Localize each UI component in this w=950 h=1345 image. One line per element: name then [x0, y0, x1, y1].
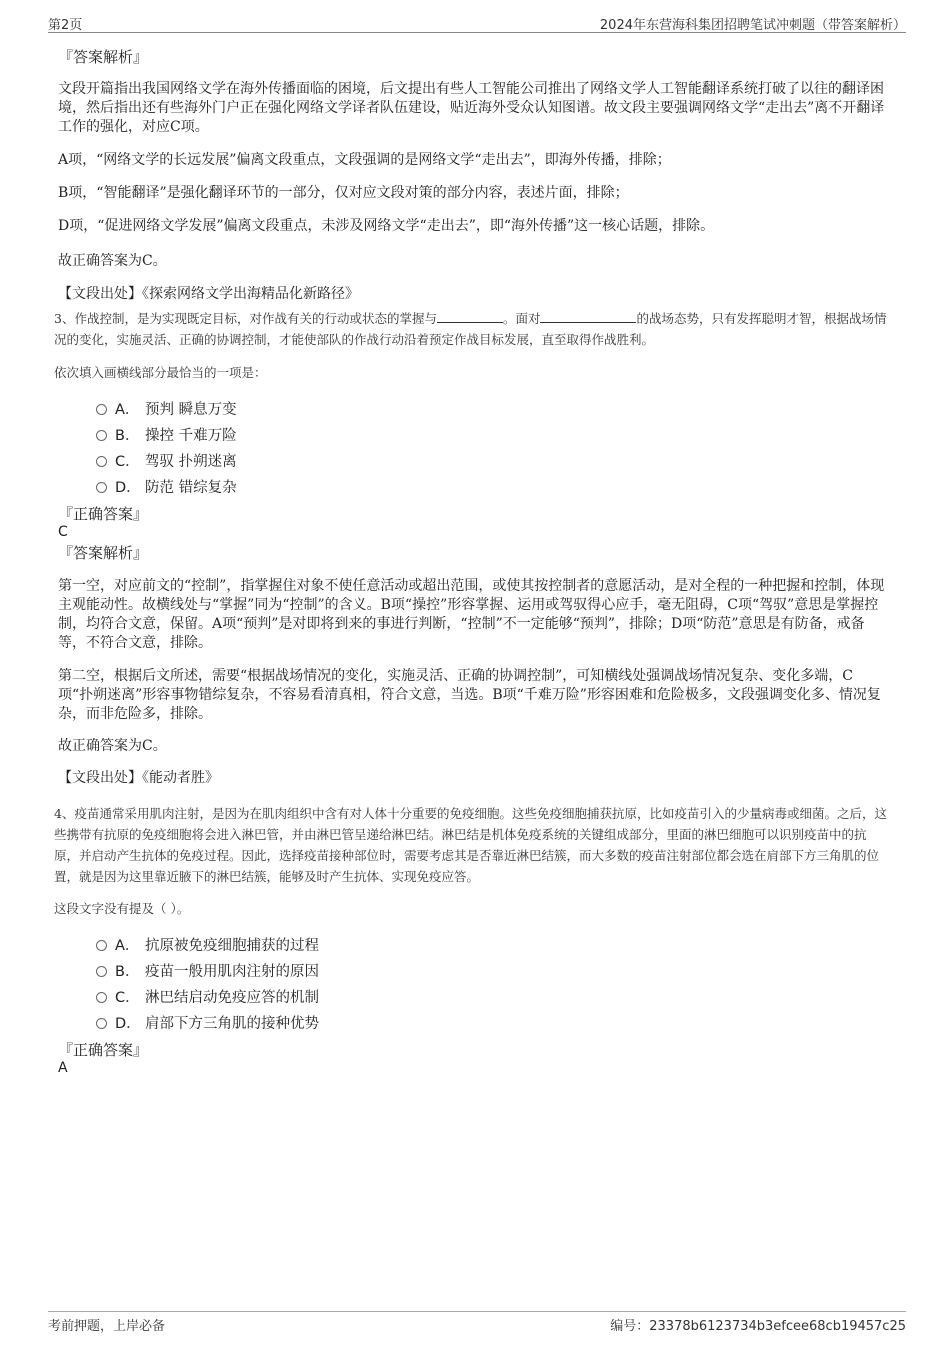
analysis-tag: 『答案解析』	[58, 544, 149, 562]
radio-icon[interactable]	[96, 482, 107, 493]
page-header	[48, 12, 906, 33]
option-d[interactable]: D． 肩部下方三角肌的接种优势	[96, 1012, 319, 1034]
radio-icon[interactable]	[96, 430, 107, 441]
conclusion: 故正确答案为C。	[58, 253, 167, 269]
answer-tag: 『正确答案』	[58, 1041, 149, 1059]
option-a[interactable]: A． 抗原被免疫细胞捕获的过程	[96, 934, 319, 956]
document-id: 编号：23378b6123734b3efcee68cb19457c25	[610, 1319, 906, 1334]
analysis-option-d: D项，“促进网络文学发展”偏离文段重点，未涉及网络文学“走出去”，即“海外传播”这一核心话题，排除。	[58, 218, 715, 234]
analysis-paragraph: 文段开篇指出我国网络文学在海外传播面临的困境，后文提出有些人工智能公司推出了网络文学人工智能翻译系统打破了以往的翻译困境，然后指出还有些海外门户正在强化网络文学译者队伍建设，贴近海外受众认知图谱。故文段主要强调网络文学“走出去”离不开翻译工作的强化，对应C项。	[58, 81, 885, 135]
radio-icon[interactable]	[96, 404, 107, 415]
source: 【文段出处】《探索网络文学出海精品化新路径》	[58, 286, 359, 302]
fill-blank-2	[540, 310, 636, 323]
question-3-stem	[54, 308, 890, 350]
analysis-tag: 『答案解析』	[58, 48, 149, 66]
document-title: 2024年东营海科集团招聘笔试冲刺题（带答案解析）	[599, 18, 906, 33]
conclusion: 故正确答案为C。	[58, 738, 167, 754]
analysis-paragraph: 第二空，根据后文所述，需要“根据战场情况的变化，实施灵活、正确的协调控制”，可知横线处强调战场情况复杂、变化多端，C项“扑朔迷离”形容事物错综复杂，不容易看清真相，符合文意，当选。B项“千难万险”形容困难和危险极多，文段强调变化多、情况复杂，而非危险多，排除。	[58, 668, 881, 722]
source: 【文段出处】《能动者胜》	[58, 770, 219, 786]
option-b[interactable]: B． 操控 千难万险	[96, 424, 237, 446]
radio-icon[interactable]	[96, 992, 107, 1003]
option-b[interactable]: B． 疫苗一般用肌肉注射的原因	[96, 960, 319, 982]
stem-text: 。面对	[502, 311, 541, 326]
question-prompt: 这段文字没有提及（ ）。	[54, 901, 190, 916]
radio-icon[interactable]	[96, 966, 107, 977]
radio-icon[interactable]	[96, 1018, 107, 1029]
option-d[interactable]: D． 防范 错综复杂	[96, 476, 237, 498]
option-c[interactable]: C． 驾驭 扑朔迷离	[96, 450, 237, 472]
option-c[interactable]: C． 淋巴结启动免疫应答的机制	[96, 986, 319, 1008]
question-4-stem: 4、疫苗通常采用肌肉注射，是因为在肌肉组织中含有对人体十分重要的免疫细胞。这些免疫细胞捕获抗原，比如疫苗引入的少量病毒或细菌。之后，这些携带有抗原的免疫细胞将会进入淋巴管，并由淋巴管呈递给淋巴结。淋巴结是机体免疫系统的关键组成部分，里面的淋巴细胞可以识别疫苗中的抗原，并启动产生抗体的免疫过程。因此，选择疫苗接种部位时，需要考虑其是否靠近淋巴结簇，而大多数的疫苗注射部位都会选在肩部下方三角肌的位置，就是因为这里靠近腋下的淋巴结簇，能够及时产生抗体、实现免疫应答。	[54, 806, 887, 884]
page-footer	[48, 1311, 906, 1334]
question-prompt: 依次填入画横线部分最恰当的一项是：	[54, 365, 267, 380]
analysis-paragraph: 第一空，对应前文的“控制”，指掌握住对象不使任意活动或超出范围，或使其按控制者的意愿活动，是对全程的一种把握和控制，体现主观能动性。故横线处与“掌握”同为“控制”的含义。B项“操控”形容掌握、运用或驾驭得心应手，毫无阻碍，C项“驾驭”意思是掌握控制，均符合文意，保留。A项“预判”是对即将到来的事进行判断，“控制”不一定能够“预判”，排除；D项“防范”意思是有防备，戒备等，不符合文意，排除。	[58, 578, 885, 651]
stem-text: 3、作战控制，是为实现既定目标，对作战有关的行动或状态的掌握与	[54, 311, 437, 326]
footer-slogan: 考前押题，上岸必备	[48, 1319, 166, 1334]
answer-tag: 『正确答案』	[58, 505, 149, 523]
correct-answer: C	[58, 524, 68, 540]
radio-icon[interactable]	[96, 940, 107, 951]
fill-blank-1	[437, 310, 503, 323]
analysis-option-b: B项，“智能翻译”是强化翻译环节的一部分，仅对应文段对策的部分内容，表述片面，排除；	[58, 185, 629, 201]
correct-answer: A	[58, 1060, 68, 1076]
radio-icon[interactable]	[96, 456, 107, 467]
page-number: 第2页	[48, 18, 83, 33]
analysis-option-a: A项，“网络文学的长远发展”偏离文段重点，文段强调的是网络文学“走出去”，即海外传播，排除；	[58, 152, 671, 168]
stem-text: 的战场态势，只有发挥聪明才智，根据战场情况的变化，实施灵活、正确的协调控制，才能使部队的作战行动沿着预定作战目标发展，直至取得作战胜利。	[54, 311, 887, 347]
option-a[interactable]: A． 预判 瞬息万变	[96, 398, 237, 420]
